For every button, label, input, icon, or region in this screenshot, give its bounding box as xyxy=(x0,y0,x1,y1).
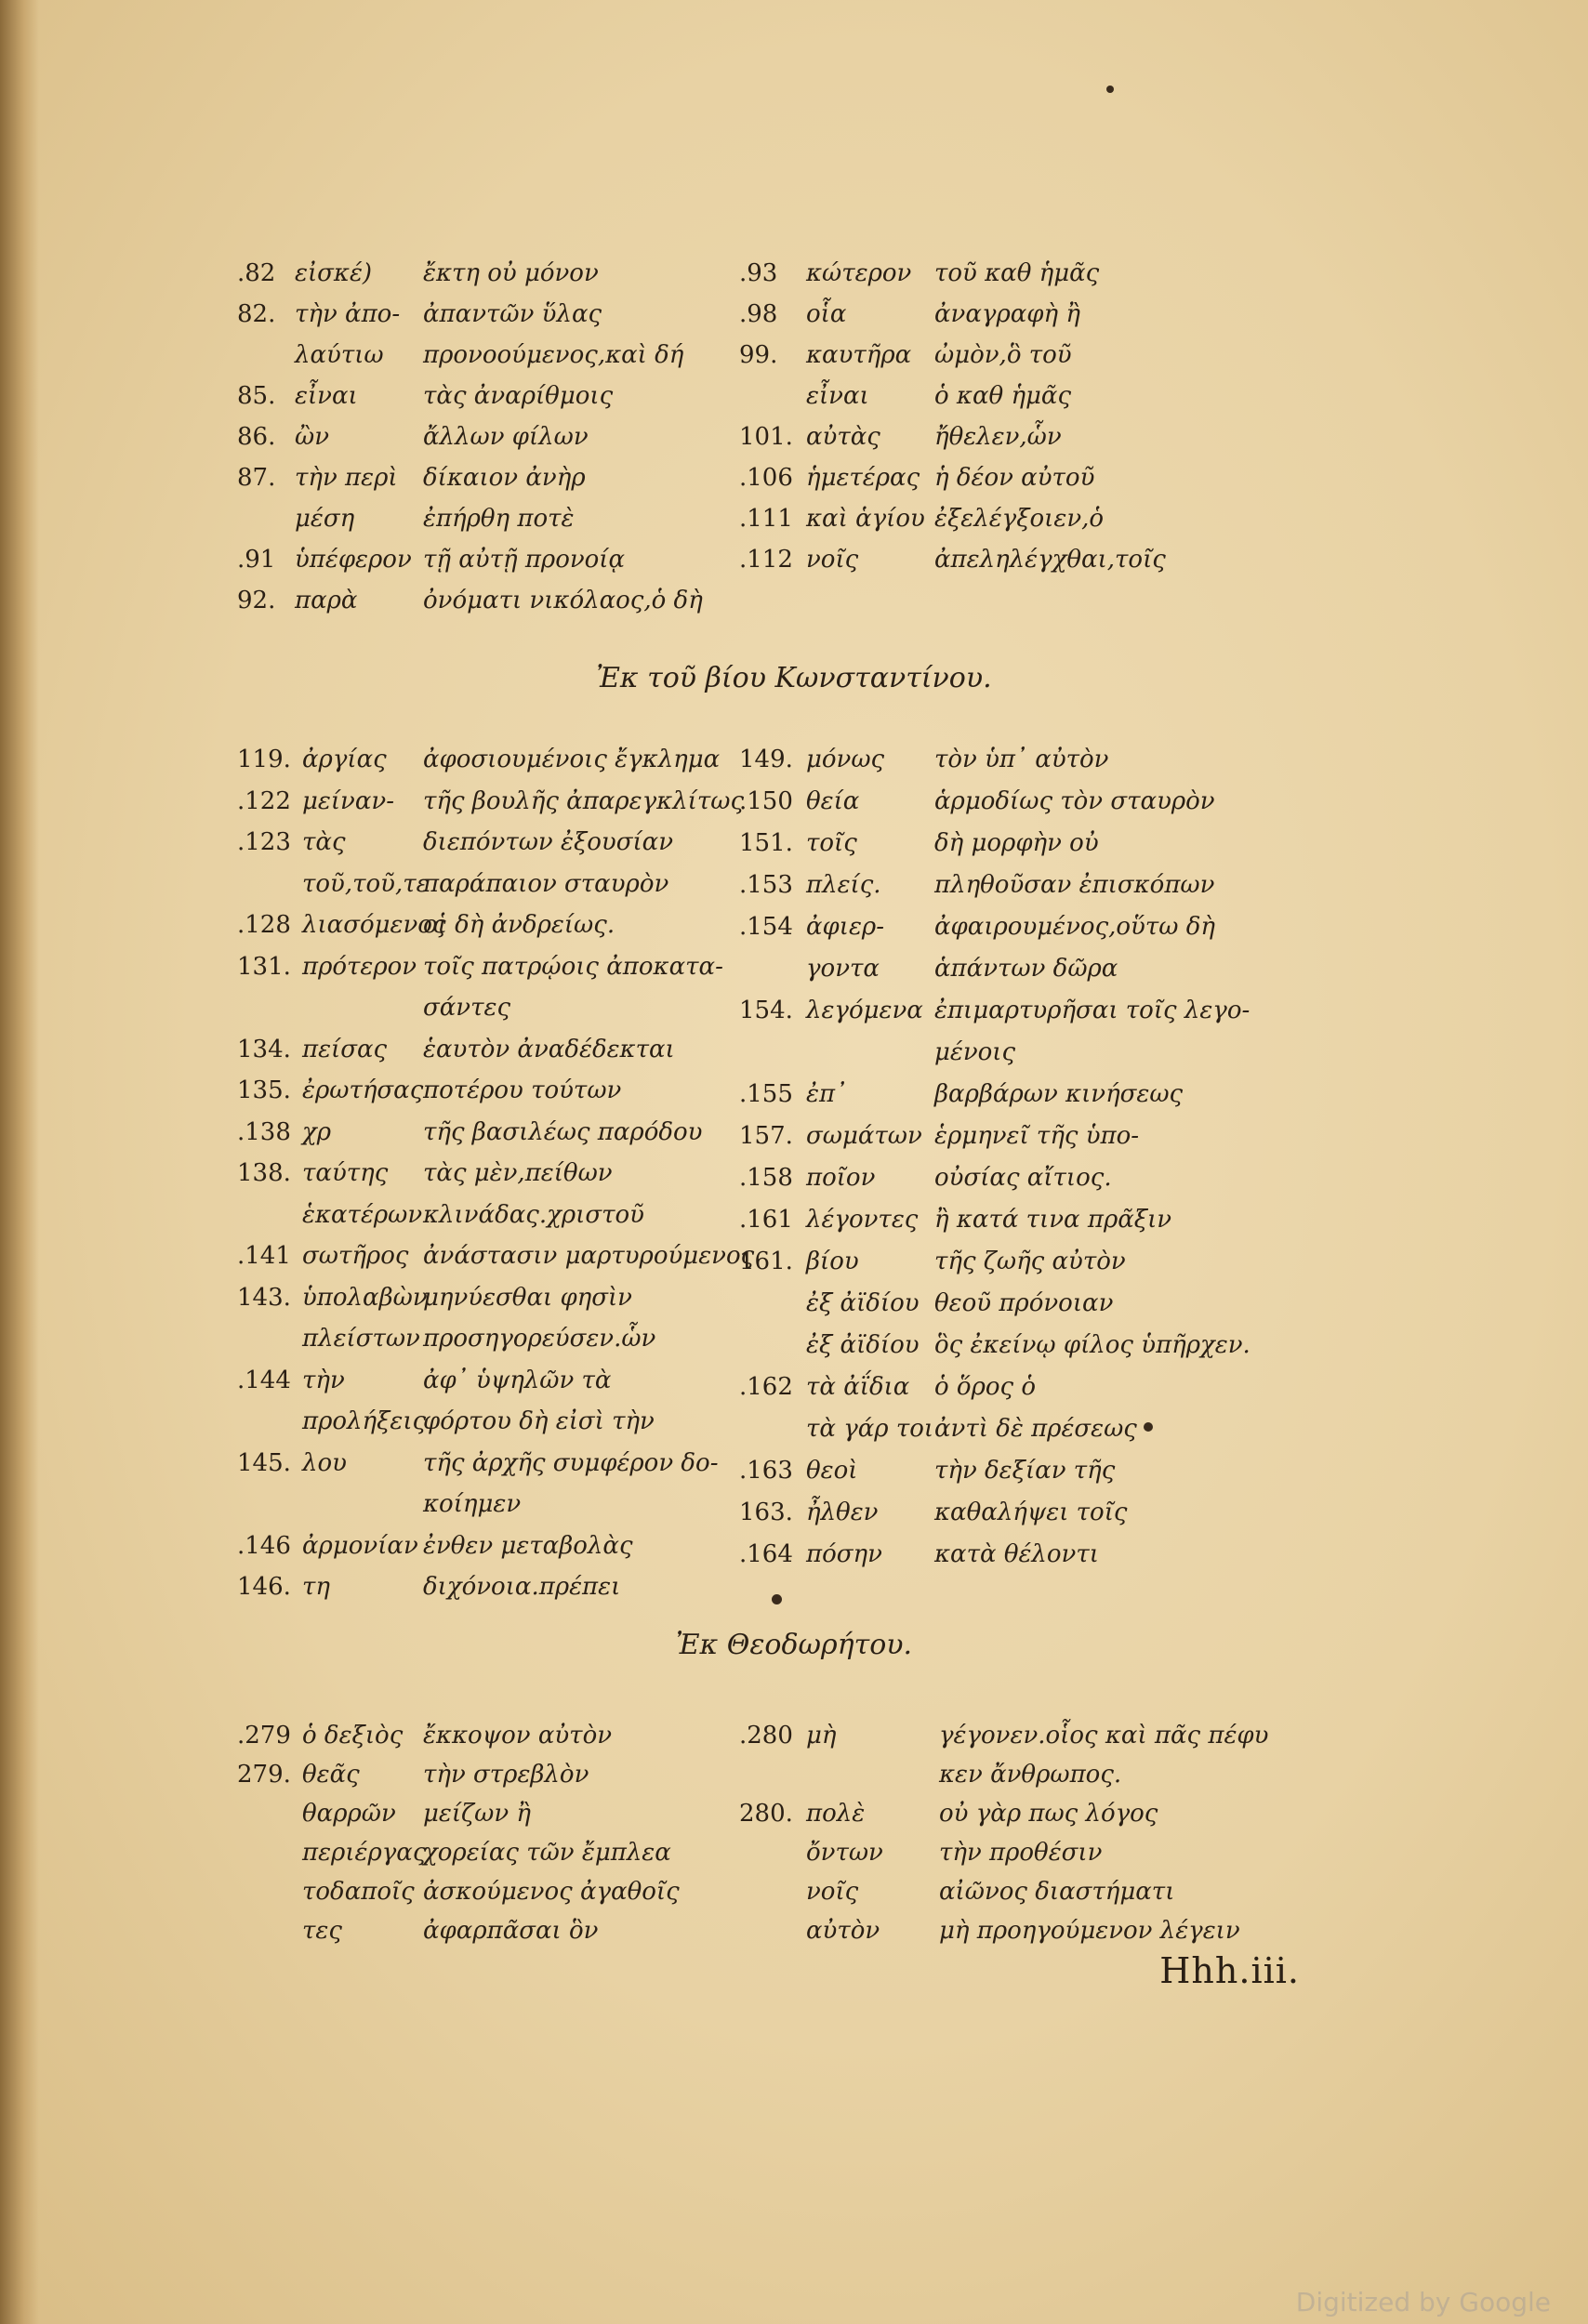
entry-text: διχόνοια.πρέπει xyxy=(423,1573,621,1601)
entry-text: ἁρμοδίως τὸν σταυρὸν xyxy=(934,787,1215,815)
entry-word: νοῖς xyxy=(806,546,859,574)
entry-number: 99. xyxy=(739,341,778,369)
entry-row xyxy=(739,1408,1260,1450)
entry-text: τῇ αὐτῇ προνοίᾳ xyxy=(423,546,626,574)
entry-text: προνοούμενος,καὶ δή xyxy=(423,341,684,369)
section1-left-column xyxy=(237,253,739,621)
entry-word: οἷα xyxy=(806,300,847,328)
entry-row xyxy=(237,416,739,457)
entry-row xyxy=(739,1074,1260,1116)
entry-word: σωμάτων xyxy=(806,1122,922,1150)
entry-number: 131. xyxy=(237,952,291,981)
entry-text: δὴ μορφὴν οὐ xyxy=(934,829,1099,857)
entry-row xyxy=(739,294,1260,335)
entry-row xyxy=(237,946,739,988)
entry-word: τοῦ,τοῦ,τε xyxy=(302,869,430,898)
entry-word: ὑπέφερον xyxy=(295,546,412,574)
entry-word: πλείς. xyxy=(806,871,881,899)
entry-text: γέγονεν.οἷος καὶ πᾶς πέφυ xyxy=(939,1722,1269,1750)
entry-word: χρ xyxy=(302,1117,332,1146)
entry-number: .154 xyxy=(739,913,793,941)
entry-row xyxy=(739,1911,1260,1950)
entry-number: 86. xyxy=(237,423,276,451)
entry-number: 82. xyxy=(237,300,276,328)
entry-row xyxy=(237,864,739,905)
entry-text: ἀπεληλέγχθαι,τοῖς xyxy=(934,546,1166,574)
entry-word: σωτῆρος xyxy=(302,1242,409,1270)
entry-number: 138. xyxy=(237,1159,291,1187)
entry-word: πόσην xyxy=(806,1540,882,1568)
entry-row xyxy=(739,457,1260,498)
entry-number: 145. xyxy=(237,1448,291,1477)
entry-row xyxy=(237,1872,739,1911)
entry-text: ποτέρου τούτων xyxy=(423,1076,622,1104)
entry-text: τοῖς πατρῴοις ἀποκατα- xyxy=(423,952,723,981)
entry-number: 163. xyxy=(739,1499,793,1526)
entry-text: ἀπαντῶν ὕλας xyxy=(423,300,602,328)
entry-row xyxy=(739,253,1260,294)
entry-number: 92. xyxy=(237,587,276,614)
entry-word: θεοὶ xyxy=(806,1457,858,1485)
ink-spot xyxy=(772,1594,782,1604)
entry-text: τοῦ καθ ἡμᾶς xyxy=(934,259,1100,287)
entry-word: πρότερον xyxy=(302,952,417,981)
entry-row xyxy=(739,1833,1260,1872)
entry-row xyxy=(739,906,1260,948)
entry-text: μένοις xyxy=(934,1038,1016,1066)
entry-text: πληθοῦσαν ἐπισκόπων xyxy=(934,871,1215,899)
entry-text: ἑρμηνεῖ τῆς ὑπο- xyxy=(934,1122,1140,1150)
entry-number: .280 xyxy=(739,1722,793,1750)
entry-word: πλείστων xyxy=(302,1325,420,1353)
entry-word: ἦλθεν xyxy=(806,1499,879,1526)
entry-text: τὴν προθέσιν xyxy=(939,1839,1103,1867)
entry-text: τὴν στρεβλὸν xyxy=(423,1761,589,1789)
entry-text: βαρβάρων κινήσεως xyxy=(934,1080,1184,1108)
entry-word: κώτερον xyxy=(806,259,912,287)
entry-text: ἐπήρθη ποτὲ xyxy=(423,505,575,533)
entry-row xyxy=(237,1153,739,1195)
entry-row xyxy=(739,498,1260,539)
entry-number: 279. xyxy=(237,1761,291,1789)
entry-row xyxy=(237,539,739,580)
entry-row xyxy=(739,1032,1260,1074)
entry-number: .141 xyxy=(237,1242,291,1270)
entry-word: ἐξ ἀϊδίου xyxy=(806,1331,920,1359)
entry-word: θαρρῶν xyxy=(302,1800,396,1828)
entry-text: μείζων ἢ xyxy=(423,1800,531,1828)
entry-row xyxy=(237,376,739,416)
entry-row xyxy=(237,1195,739,1236)
entry-row xyxy=(739,823,1260,865)
entry-text: κλινάδας.χριστοῦ xyxy=(423,1200,644,1229)
entry-text: μηνύεσθαι φησὶν xyxy=(423,1283,632,1312)
entry-word: τη xyxy=(302,1573,330,1601)
entry-number: .123 xyxy=(237,828,291,856)
entry-number: 154. xyxy=(739,997,793,1024)
entry-row xyxy=(237,905,739,946)
section-heading-theodoret: Ἐκ Θεοδωρήτου. xyxy=(675,1629,913,1661)
entry-row xyxy=(237,335,739,376)
entry-number: 161. xyxy=(739,1248,793,1275)
entry-row xyxy=(739,865,1260,906)
entry-number: 149. xyxy=(739,746,793,773)
entry-number: .279 xyxy=(237,1722,291,1750)
entry-row xyxy=(739,376,1260,416)
entry-word: ἐξ ἀϊδίου xyxy=(806,1289,920,1317)
entry-row xyxy=(739,739,1260,781)
entry-number: .162 xyxy=(739,1373,793,1401)
entry-text: τὰς μὲν,πείθων xyxy=(423,1159,613,1187)
entry-word: λεγόμενα xyxy=(806,997,923,1024)
entry-text: τῆς ζωῆς αὐτὸν xyxy=(934,1248,1126,1275)
entry-row xyxy=(739,1283,1260,1325)
entry-word: πολὲ xyxy=(806,1800,866,1828)
entry-number: .163 xyxy=(739,1457,793,1485)
entry-word: θεία xyxy=(806,787,860,815)
entry-row xyxy=(739,1116,1260,1157)
entry-number: 143. xyxy=(237,1283,291,1312)
entry-row xyxy=(739,1325,1260,1367)
entry-row xyxy=(237,498,739,539)
entry-text: ὁ καθ ἡμᾶς xyxy=(934,382,1072,410)
entry-word: αὐτὰς xyxy=(806,423,880,451)
entry-text: ἔκκοψον αὐτὸν xyxy=(423,1722,613,1750)
entry-number: .144 xyxy=(237,1366,291,1394)
entry-number: .111 xyxy=(739,505,793,533)
entry-row xyxy=(237,822,739,864)
entry-text: ἐξελέγξοιεν,ὁ xyxy=(934,505,1105,533)
entry-row xyxy=(237,1029,739,1071)
entry-word: λέγοντες xyxy=(806,1206,919,1234)
entry-text: ὀνόματι νικόλαος,ὁ δὴ xyxy=(423,587,703,614)
entry-row xyxy=(237,1484,739,1525)
entry-text: ὁ ὅρος ὁ xyxy=(934,1373,1036,1401)
entry-word: ἀρμονίαν xyxy=(302,1531,418,1560)
entry-text: κατὰ θέλοντι xyxy=(934,1540,1099,1568)
entry-row xyxy=(237,1911,739,1950)
entry-number: .150 xyxy=(739,787,793,815)
entry-row xyxy=(237,739,739,781)
entry-number: .164 xyxy=(739,1540,793,1568)
entry-text: ἀφ᾽ ὑψηλῶν τὰ xyxy=(423,1366,612,1394)
entry-row xyxy=(237,1716,739,1755)
entry-row xyxy=(237,1755,739,1794)
entry-number: .112 xyxy=(739,546,793,574)
entry-row xyxy=(739,1492,1260,1534)
entry-row xyxy=(739,335,1260,376)
entry-row xyxy=(739,1716,1269,1755)
entry-word: καυτῆρα xyxy=(806,341,912,369)
entry-word: νοῖς xyxy=(806,1878,859,1906)
entry-row xyxy=(237,1070,739,1112)
entry-number: 119. xyxy=(237,746,291,773)
entry-word: αὐτὸν xyxy=(806,1917,880,1945)
entry-text: αἰῶνος διαστήματι xyxy=(939,1878,1175,1906)
section-heading-constantine: Ἐκ τοῦ βίου Κωνσταντίνου. xyxy=(596,662,992,694)
entry-text: ἐπιμαρτυρῆσαι τοῖς λεγο- xyxy=(934,997,1251,1024)
section3-left-column xyxy=(237,1716,739,1950)
entry-number: 151. xyxy=(739,829,793,857)
entry-word: μέση xyxy=(295,505,355,533)
entry-word: ἐπ᾽ xyxy=(806,1080,848,1108)
ink-spot xyxy=(1144,1422,1153,1432)
signature-mark: Hhh.iii. xyxy=(1159,1950,1300,1991)
entry-number: .82 xyxy=(237,259,276,287)
entry-row xyxy=(237,1318,739,1360)
entry-row xyxy=(739,1872,1260,1911)
entry-text: ἀσκούμενος ἀγαθοῖς xyxy=(423,1878,680,1906)
entry-row xyxy=(739,948,1260,990)
entry-row xyxy=(237,1794,739,1833)
entry-word: μόνως xyxy=(806,746,885,773)
entry-number: .98 xyxy=(739,300,778,328)
entry-number: .138 xyxy=(237,1117,291,1146)
entry-number: 146. xyxy=(237,1573,291,1601)
entry-text: μὴ προηγούμενον λέγειν xyxy=(939,1917,1240,1945)
entry-text: ἀφοσιουμένοις ἔγκλημα xyxy=(423,746,721,773)
entry-row xyxy=(739,539,1260,580)
entry-word: ὄντων xyxy=(806,1839,883,1867)
entry-row xyxy=(739,1157,1260,1199)
entry-row xyxy=(237,1360,739,1402)
entry-word: ἐρωτήσας xyxy=(302,1076,424,1104)
entry-text: προσηγορεύσεν.ὧν xyxy=(423,1325,656,1353)
entry-word: λου xyxy=(302,1448,347,1477)
entry-text: τὸν ὑπ᾽ αὐτὸν xyxy=(934,746,1109,773)
entry-word: ἀφιερ- xyxy=(806,913,884,941)
entry-word: τὰ ἀΐδια xyxy=(806,1373,910,1401)
entry-number: 85. xyxy=(237,382,276,410)
entry-text: φόρτου δὴ εἰσὶ τὴν xyxy=(423,1407,655,1435)
entry-word: πείσας xyxy=(302,1035,388,1063)
entry-number: .106 xyxy=(739,464,793,492)
entry-word: ὢν xyxy=(295,423,330,451)
entry-row xyxy=(237,580,739,621)
entry-text: τῆς βουλῆς ἀπαρεγκλίτως xyxy=(423,786,745,815)
entry-text: καθαλήψει τοῖς xyxy=(934,1499,1128,1526)
entry-text: τῆς ἀρχῆς συμφέρον δο- xyxy=(423,1448,719,1477)
entry-text: ἤθελεν,ὧν xyxy=(934,423,1062,451)
entry-word: ὑπολαβὼν xyxy=(302,1283,428,1312)
entry-number: .128 xyxy=(237,911,291,939)
entry-text: οἱ δὴ ἀνδρείως. xyxy=(423,911,615,939)
entry-number: .93 xyxy=(739,259,778,287)
entry-row xyxy=(237,1525,739,1567)
entry-row xyxy=(237,1401,739,1443)
entry-word: μὴ xyxy=(806,1722,837,1750)
entry-row xyxy=(739,1367,1260,1408)
entry-text: σάντες xyxy=(423,994,511,1022)
entry-text: τὰς ἀναρίθμοις xyxy=(423,382,614,410)
entry-word: παρὰ xyxy=(295,587,358,614)
ink-spot xyxy=(1106,86,1114,93)
entry-text: ὠμὸν,ὃ τοῦ xyxy=(934,341,1072,369)
entry-text: ἐνθεν μεταβολὰς xyxy=(423,1531,633,1560)
section2-left-column xyxy=(237,739,755,1608)
entry-text: ἢ κατά τινα πρᾶξιν xyxy=(934,1206,1172,1234)
entry-word: βίου xyxy=(806,1248,859,1275)
entry-word: περιέργας xyxy=(302,1839,427,1867)
entry-row xyxy=(237,1235,755,1277)
entry-row xyxy=(237,987,739,1029)
entry-row xyxy=(237,1277,739,1319)
entry-text: χορείας τῶν ἔμπλεα xyxy=(423,1839,671,1867)
entry-word: ποῖον xyxy=(806,1164,876,1192)
entry-word: ὁ δεξιὸς xyxy=(302,1722,404,1750)
entry-number: .155 xyxy=(739,1080,793,1108)
entry-word: ἀργίας xyxy=(302,746,387,773)
entry-word: καὶ ἁγίου xyxy=(806,505,925,533)
entry-word: γοντα xyxy=(806,955,880,983)
entry-row xyxy=(237,1833,739,1872)
entry-text: ἁπάντων δῶρα xyxy=(934,955,1118,983)
entry-text: κεν ἄνθρωπος. xyxy=(939,1761,1122,1789)
entry-text: ἀφαιρουμένος,οὕτω δὴ xyxy=(934,913,1215,941)
entry-number: 157. xyxy=(739,1122,793,1150)
entry-text: διεπόντων ἐξουσίαν xyxy=(423,828,674,856)
entry-number: 87. xyxy=(237,464,276,492)
entry-word: τοδαποῖς xyxy=(302,1878,415,1906)
entry-word: προλήξεις xyxy=(302,1407,427,1435)
entry-row xyxy=(237,1566,739,1608)
entry-text: ἡ δέον αὐτοῦ xyxy=(934,464,1095,492)
entry-text: δίκαιον ἀνὴρ xyxy=(423,464,586,492)
digitization-watermark: Digitized by Google xyxy=(1295,2287,1551,2317)
entry-text: θεοῦ πρόνοιαν xyxy=(934,1289,1114,1317)
entry-number: 101. xyxy=(739,423,793,451)
section2-right-column xyxy=(739,739,1260,1576)
entry-word: ταύτης xyxy=(302,1159,389,1187)
entry-row xyxy=(739,781,1260,823)
entry-text: ὃς ἐκείνῳ φίλος ὑπῆρχεν. xyxy=(934,1331,1251,1359)
entry-word: τες xyxy=(302,1917,342,1945)
entry-text: ἑαυτὸν ἀναδέδεκται xyxy=(423,1035,675,1063)
entry-row xyxy=(739,1241,1260,1283)
entry-row xyxy=(739,416,1260,457)
entry-word: τὴν περὶ xyxy=(295,464,398,492)
entry-word: τὴν ἀπο- xyxy=(295,300,401,328)
entry-word: τοῖς xyxy=(806,829,857,857)
entry-text: παράπαιον σταυρὸν xyxy=(423,869,669,898)
entry-text: ἀντὶ δὲ πρέσεως xyxy=(934,1415,1137,1443)
entry-row xyxy=(237,1112,739,1154)
entry-number: 135. xyxy=(237,1076,291,1104)
entry-text: ἀνάστασιν μαρτυρούμενος xyxy=(423,1242,755,1270)
entry-text: ἔκτη οὐ μόνον xyxy=(423,259,599,287)
entry-row xyxy=(237,294,739,335)
entry-number: .161 xyxy=(739,1206,793,1234)
entry-word: τὰς xyxy=(302,828,346,856)
entry-number: .91 xyxy=(237,546,276,574)
entry-number: .122 xyxy=(237,786,291,815)
entry-word: λαύτιω xyxy=(295,341,384,369)
entry-word: τὰ γάρ τοι xyxy=(806,1415,934,1443)
entry-text: ἀφαρπᾶσαι ὃν xyxy=(423,1917,599,1945)
entry-row xyxy=(739,1794,1260,1833)
section1-right-column xyxy=(739,253,1260,580)
entry-word: θεᾶς xyxy=(302,1761,360,1789)
page-spine-shadow xyxy=(0,0,39,2324)
entry-text: ἄλλων φίλων xyxy=(423,423,589,451)
entry-number: 134. xyxy=(237,1035,291,1063)
entry-word: λιασόμενος xyxy=(302,911,446,939)
section3-right-column xyxy=(739,1716,1269,1950)
entry-text: κοίημεν xyxy=(423,1490,522,1518)
entry-text: τῆς βασιλέως παρόδου xyxy=(423,1117,703,1146)
entry-number: .146 xyxy=(237,1531,291,1560)
entry-text: τὴν δεξίαν τῆς xyxy=(934,1457,1116,1485)
entry-row xyxy=(237,457,739,498)
entry-row xyxy=(739,1534,1260,1576)
entry-row xyxy=(739,1199,1260,1241)
entry-word: εἶναι xyxy=(806,382,869,410)
entry-word: εἶναι xyxy=(295,382,358,410)
entry-word: τὴν xyxy=(302,1366,345,1394)
entry-row xyxy=(237,1443,739,1485)
entry-row xyxy=(739,1755,1260,1794)
entry-row xyxy=(739,990,1260,1032)
entry-row xyxy=(237,781,745,823)
entry-number: .158 xyxy=(739,1164,793,1192)
entry-text: οὐσίας αἴτιος. xyxy=(934,1164,1112,1192)
entry-word: εἰσκέ) xyxy=(295,259,373,287)
entry-number: .153 xyxy=(739,871,793,899)
entry-word: μείναν- xyxy=(302,786,394,815)
entry-row xyxy=(739,1450,1260,1492)
entry-word: ἡμετέρας xyxy=(806,464,920,492)
entry-row xyxy=(237,253,739,294)
entry-text: οὐ γὰρ πως λόγος xyxy=(939,1800,1158,1828)
entry-text: ἀναγραφὴ ἢ xyxy=(934,300,1080,328)
entry-number: 280. xyxy=(739,1800,793,1828)
entry-word: ἑκατέρων xyxy=(302,1200,423,1229)
